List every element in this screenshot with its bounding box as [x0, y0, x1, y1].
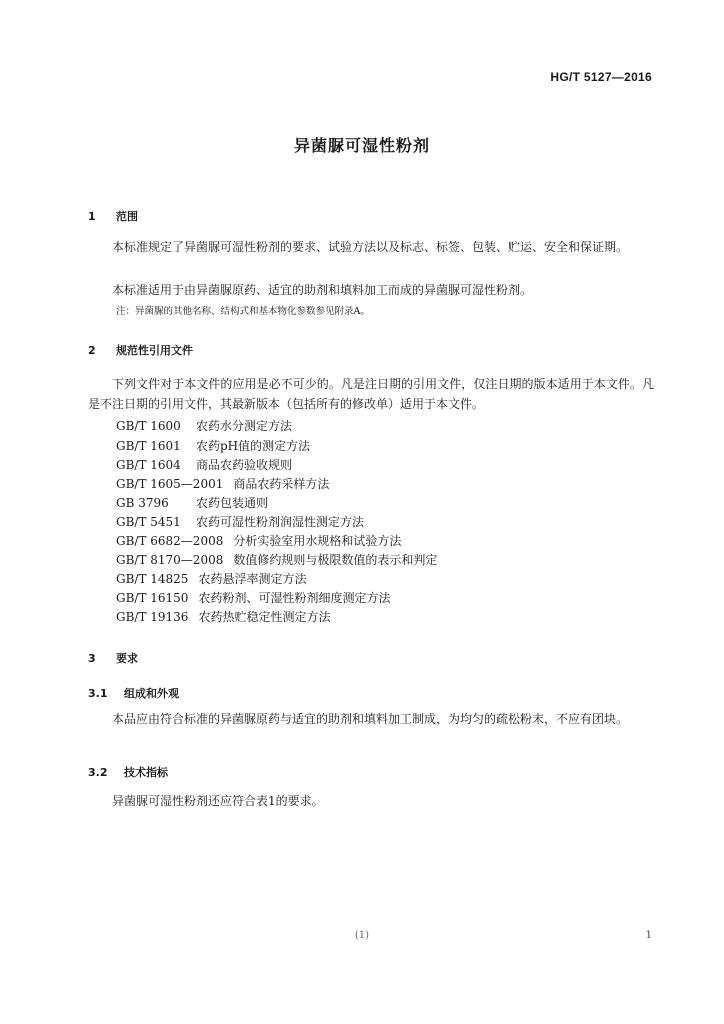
reference-title: 分析实验室用水规格和试验方法 [233, 534, 402, 548]
section-title: 规范性引用文件 [116, 344, 193, 357]
reference-code: GB/T 1605—2001 [116, 477, 224, 491]
reference-title: 商品农药采样方法 [233, 477, 330, 491]
reference-item [116, 493, 268, 513]
reference-code: GB/T 19136 [116, 610, 189, 624]
reference-title: 数值修约规则与极限数值的表示和判定 [233, 553, 438, 567]
reference-item [116, 550, 437, 570]
section-1-heading [88, 208, 138, 224]
scope-paragraph-2: 本标准适用于由异菌脲原药、适宜的助剂和填料加工而成的异菌脲可湿性粉剂。 [112, 283, 533, 297]
scope-note: 注：异菌脲的其他名称、结构式和基本物化参数参见附录A。 [116, 306, 370, 317]
reference-code: GB/T 1601 [116, 439, 181, 453]
reference-item [116, 569, 306, 589]
section-3-2-heading [88, 764, 168, 780]
reference-title: 农药包装通则 [196, 496, 269, 510]
reference-item [116, 607, 330, 627]
reference-code: GB/T 6682—2008 [116, 534, 224, 548]
scope-paragraph-1: 本标准规定了异菌脲可湿性粉剂的要求、试验方法以及标志、标签、包装、贮运、安全和保证期。 [112, 240, 629, 254]
reference-code: GB/T 16150 [116, 591, 189, 605]
section-number: 2 [88, 344, 96, 357]
document-title: 异菌脲可湿性粉剂 [293, 136, 430, 155]
reference-title: 农药热贮稳定性测定方法 [198, 610, 331, 624]
standard-code: HG/T 5127—2016 [550, 70, 652, 84]
reference-title: 农药pH值的测定方法 [196, 439, 311, 453]
footer-mark: (1) [354, 930, 370, 941]
section-title: 范围 [116, 210, 138, 223]
technical-indicators-paragraph: 异菌脲可湿性粉剂还应符合表1的要求。 [112, 794, 324, 808]
reference-item [116, 436, 310, 456]
section-title: 技术指标 [124, 766, 168, 779]
reference-item [116, 416, 292, 436]
references-intro: 下列文件对于本文件的应用是必不可少的。凡是注日期的引用文件，仅注日期的版本适用于本文件。凡是不注日期的引用文件，其最新版本（包括所有的修改单）适用于本文件。 [88, 377, 654, 411]
section-3-1-heading [88, 685, 179, 701]
reference-code: GB/T 5451 [116, 515, 181, 529]
composition-paragraph: 本品应由符合标准的异菌脲原药与适宜的助剂和填料加工制成，为均匀的疏松粉末，不应有团块。 [112, 712, 629, 726]
section-number: 1 [88, 210, 96, 223]
section-title: 组成和外观 [124, 687, 179, 700]
reference-title: 农药水分测定方法 [196, 419, 293, 433]
reference-item [116, 588, 390, 608]
reference-item [116, 531, 401, 551]
reference-code: GB 3796 [116, 496, 169, 510]
reference-code: GB/T 14825 [116, 572, 189, 586]
reference-item [116, 474, 329, 494]
reference-item [116, 455, 292, 475]
page-number: 1 [645, 930, 652, 941]
section-title: 要求 [116, 652, 138, 665]
section-number: 3 [88, 652, 96, 665]
section-2-heading [88, 342, 193, 358]
section-number: 3.1 [88, 687, 108, 700]
reference-title: 农药可湿性粉剂润湿性测定方法 [196, 515, 365, 529]
reference-item [116, 512, 364, 532]
reference-code: GB/T 8170—2008 [116, 553, 224, 567]
reference-code: GB/T 1600 [116, 419, 181, 433]
reference-code: GB/T 1604 [116, 458, 181, 472]
section-3-heading [88, 650, 138, 666]
reference-title: 商品农药验收规则 [196, 458, 293, 472]
section-number: 3.2 [88, 766, 108, 779]
reference-title: 农药悬浮率测定方法 [198, 572, 307, 586]
reference-title: 农药粉剂、可湿性粉剂细度测定方法 [198, 591, 391, 605]
